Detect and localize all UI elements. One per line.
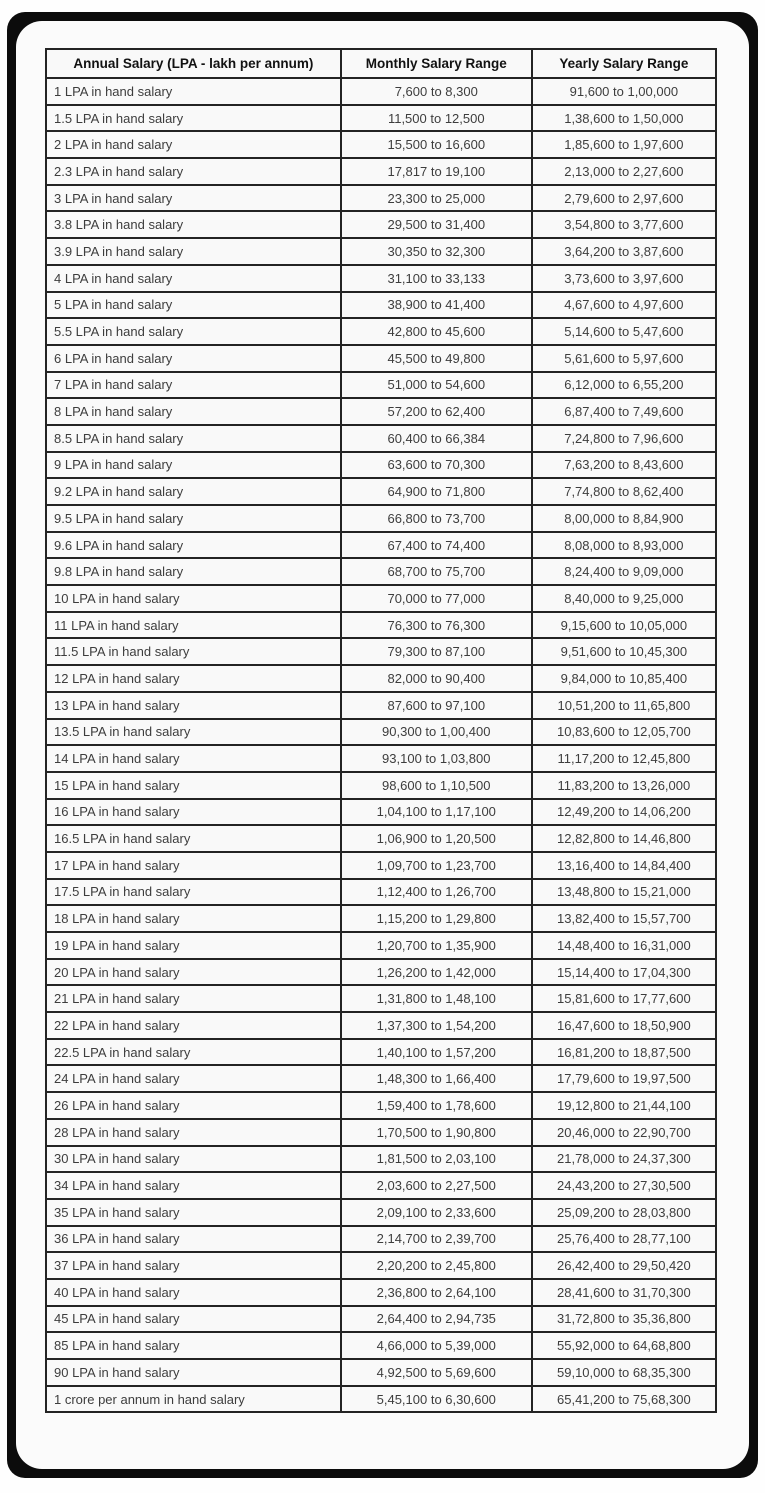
cell-annual-salary: 13.5 LPA in hand salary bbox=[46, 719, 341, 746]
cell-monthly-range: 42,800 to 45,600 bbox=[341, 318, 532, 345]
cell-annual-salary: 1.5 LPA in hand salary bbox=[46, 105, 341, 132]
cell-yearly-range: 11,17,200 to 12,45,800 bbox=[532, 745, 716, 772]
table-row bbox=[46, 532, 716, 559]
cell-yearly-range: 4,67,600 to 4,97,600 bbox=[532, 292, 716, 319]
table-row bbox=[46, 1359, 716, 1386]
cell-annual-salary: 16 LPA in hand salary bbox=[46, 799, 341, 826]
table-row bbox=[46, 1386, 716, 1413]
table-row bbox=[46, 131, 716, 158]
cell-yearly-range: 7,24,800 to 7,96,600 bbox=[532, 425, 716, 452]
cell-annual-salary: 36 LPA in hand salary bbox=[46, 1226, 341, 1253]
cell-yearly-range: 28,41,600 to 31,70,300 bbox=[532, 1279, 716, 1306]
table-row bbox=[46, 1119, 716, 1146]
cell-yearly-range: 12,82,800 to 14,46,800 bbox=[532, 825, 716, 852]
cell-monthly-range: 4,66,000 to 5,39,000 bbox=[341, 1332, 532, 1359]
table-row bbox=[46, 799, 716, 826]
cell-annual-salary: 34 LPA in hand salary bbox=[46, 1172, 341, 1199]
cell-monthly-range: 11,500 to 12,500 bbox=[341, 105, 532, 132]
cell-monthly-range: 68,700 to 75,700 bbox=[341, 558, 532, 585]
cell-yearly-range: 7,74,800 to 8,62,400 bbox=[532, 478, 716, 505]
table-row bbox=[46, 585, 716, 612]
cell-monthly-range: 51,000 to 54,600 bbox=[341, 372, 532, 399]
cell-yearly-range: 3,73,600 to 3,97,600 bbox=[532, 265, 716, 292]
cell-yearly-range: 20,46,000 to 22,90,700 bbox=[532, 1119, 716, 1146]
cell-monthly-range: 2,09,100 to 2,33,600 bbox=[341, 1199, 532, 1226]
table-row bbox=[46, 1146, 716, 1173]
cell-yearly-range: 3,64,200 to 3,87,600 bbox=[532, 238, 716, 265]
cell-yearly-range: 9,84,000 to 10,85,400 bbox=[532, 665, 716, 692]
cell-yearly-range: 11,83,200 to 13,26,000 bbox=[532, 772, 716, 799]
table-row bbox=[46, 1039, 716, 1066]
cell-annual-salary: 40 LPA in hand salary bbox=[46, 1279, 341, 1306]
cell-monthly-range: 1,40,100 to 1,57,200 bbox=[341, 1039, 532, 1066]
cell-yearly-range: 8,00,000 to 8,84,900 bbox=[532, 505, 716, 532]
cell-monthly-range: 1,12,400 to 1,26,700 bbox=[341, 879, 532, 906]
cell-yearly-range: 5,61,600 to 5,97,600 bbox=[532, 345, 716, 372]
cell-yearly-range: 6,87,400 to 7,49,600 bbox=[532, 398, 716, 425]
cell-annual-salary: 14 LPA in hand salary bbox=[46, 745, 341, 772]
cell-annual-salary: 3.8 LPA in hand salary bbox=[46, 211, 341, 238]
cell-yearly-range: 17,79,600 to 19,97,500 bbox=[532, 1065, 716, 1092]
cell-monthly-range: 17,817 to 19,100 bbox=[341, 158, 532, 185]
cell-annual-salary: 21 LPA in hand salary bbox=[46, 985, 341, 1012]
table-row bbox=[46, 985, 716, 1012]
table-row bbox=[46, 772, 716, 799]
cell-monthly-range: 57,200 to 62,400 bbox=[341, 398, 532, 425]
cell-monthly-range: 2,03,600 to 2,27,500 bbox=[341, 1172, 532, 1199]
cell-annual-salary: 4 LPA in hand salary bbox=[46, 265, 341, 292]
cell-monthly-range: 98,600 to 1,10,500 bbox=[341, 772, 532, 799]
cell-yearly-range: 16,81,200 to 18,87,500 bbox=[532, 1039, 716, 1066]
table-row bbox=[46, 1332, 716, 1359]
cell-annual-salary: 5 LPA in hand salary bbox=[46, 292, 341, 319]
cell-yearly-range: 21,78,000 to 24,37,300 bbox=[532, 1146, 716, 1173]
cell-monthly-range: 15,500 to 16,600 bbox=[341, 131, 532, 158]
table-row bbox=[46, 1306, 716, 1333]
cell-monthly-range: 76,300 to 76,300 bbox=[341, 612, 532, 639]
table-row bbox=[46, 398, 716, 425]
table-row bbox=[46, 211, 716, 238]
cell-annual-salary: 16.5 LPA in hand salary bbox=[46, 825, 341, 852]
cell-annual-salary: 90 LPA in hand salary bbox=[46, 1359, 341, 1386]
cell-yearly-range: 9,51,600 to 10,45,300 bbox=[532, 638, 716, 665]
table-row bbox=[46, 505, 716, 532]
table-row bbox=[46, 665, 716, 692]
cell-annual-salary: 1 crore per annum in hand salary bbox=[46, 1386, 341, 1413]
header-monthly-salary-range: Monthly Salary Range bbox=[341, 49, 532, 78]
cell-monthly-range: 1,70,500 to 1,90,800 bbox=[341, 1119, 532, 1146]
cell-monthly-range: 1,37,300 to 1,54,200 bbox=[341, 1012, 532, 1039]
table-row bbox=[46, 719, 716, 746]
cell-yearly-range: 1,38,600 to 1,50,000 bbox=[532, 105, 716, 132]
cell-annual-salary: 28 LPA in hand salary bbox=[46, 1119, 341, 1146]
cell-monthly-range: 31,100 to 33,133 bbox=[341, 265, 532, 292]
cell-yearly-range: 15,81,600 to 17,77,600 bbox=[532, 985, 716, 1012]
cell-monthly-range: 23,300 to 25,000 bbox=[341, 185, 532, 212]
cell-annual-salary: 26 LPA in hand salary bbox=[46, 1092, 341, 1119]
cell-yearly-range: 59,10,000 to 68,35,300 bbox=[532, 1359, 716, 1386]
cell-monthly-range: 70,000 to 77,000 bbox=[341, 585, 532, 612]
cell-monthly-range: 1,20,700 to 1,35,900 bbox=[341, 932, 532, 959]
table-row bbox=[46, 825, 716, 852]
cell-yearly-range: 2,13,000 to 2,27,600 bbox=[532, 158, 716, 185]
table-body bbox=[46, 78, 716, 1412]
cell-yearly-range: 2,79,600 to 2,97,600 bbox=[532, 185, 716, 212]
cell-annual-salary: 9.5 LPA in hand salary bbox=[46, 505, 341, 532]
cell-annual-salary: 9.8 LPA in hand salary bbox=[46, 558, 341, 585]
table-row bbox=[46, 478, 716, 505]
table-row bbox=[46, 612, 716, 639]
cell-annual-salary: 9 LPA in hand salary bbox=[46, 452, 341, 479]
table-row bbox=[46, 879, 716, 906]
cell-yearly-range: 13,82,400 to 15,57,700 bbox=[532, 905, 716, 932]
table-row bbox=[46, 345, 716, 372]
cell-monthly-range: 45,500 to 49,800 bbox=[341, 345, 532, 372]
table-row bbox=[46, 185, 716, 212]
cell-annual-salary: 11 LPA in hand salary bbox=[46, 612, 341, 639]
table-row bbox=[46, 292, 716, 319]
cell-monthly-range: 30,350 to 32,300 bbox=[341, 238, 532, 265]
cell-monthly-range: 5,45,100 to 6,30,600 bbox=[341, 1386, 532, 1413]
table-row bbox=[46, 318, 716, 345]
cell-yearly-range: 12,49,200 to 14,06,200 bbox=[532, 799, 716, 826]
cell-annual-salary: 30 LPA in hand salary bbox=[46, 1146, 341, 1173]
cell-monthly-range: 1,09,700 to 1,23,700 bbox=[341, 852, 532, 879]
cell-monthly-range: 2,20,200 to 2,45,800 bbox=[341, 1252, 532, 1279]
cell-monthly-range: 1,31,800 to 1,48,100 bbox=[341, 985, 532, 1012]
cell-annual-salary: 18 LPA in hand salary bbox=[46, 905, 341, 932]
cell-annual-salary: 8 LPA in hand salary bbox=[46, 398, 341, 425]
cell-yearly-range: 8,08,000 to 8,93,000 bbox=[532, 532, 716, 559]
cell-monthly-range: 1,04,100 to 1,17,100 bbox=[341, 799, 532, 826]
cell-annual-salary: 8.5 LPA in hand salary bbox=[46, 425, 341, 452]
table-row bbox=[46, 105, 716, 132]
card-frame bbox=[7, 12, 758, 1478]
cell-annual-salary: 6 LPA in hand salary bbox=[46, 345, 341, 372]
cell-monthly-range: 1,48,300 to 1,66,400 bbox=[341, 1065, 532, 1092]
table-row bbox=[46, 692, 716, 719]
cell-annual-salary: 24 LPA in hand salary bbox=[46, 1065, 341, 1092]
table-row bbox=[46, 425, 716, 452]
cell-monthly-range: 1,81,500 to 2,03,100 bbox=[341, 1146, 532, 1173]
cell-monthly-range: 87,600 to 97,100 bbox=[341, 692, 532, 719]
cell-annual-salary: 2 LPA in hand salary bbox=[46, 131, 341, 158]
cell-yearly-range: 10,51,200 to 11,65,800 bbox=[532, 692, 716, 719]
cell-yearly-range: 9,15,600 to 10,05,000 bbox=[532, 612, 716, 639]
cell-annual-salary: 9.2 LPA in hand salary bbox=[46, 478, 341, 505]
cell-annual-salary: 2.3 LPA in hand salary bbox=[46, 158, 341, 185]
cell-monthly-range: 1,15,200 to 1,29,800 bbox=[341, 905, 532, 932]
cell-annual-salary: 11.5 LPA in hand salary bbox=[46, 638, 341, 665]
table-header bbox=[46, 49, 716, 78]
cell-annual-salary: 85 LPA in hand salary bbox=[46, 1332, 341, 1359]
cell-monthly-range: 1,06,900 to 1,20,500 bbox=[341, 825, 532, 852]
table-row bbox=[46, 638, 716, 665]
cell-annual-salary: 10 LPA in hand salary bbox=[46, 585, 341, 612]
table-row bbox=[46, 1226, 716, 1253]
cell-monthly-range: 63,600 to 70,300 bbox=[341, 452, 532, 479]
cell-yearly-range: 8,24,400 to 9,09,000 bbox=[532, 558, 716, 585]
header-yearly-salary-range: Yearly Salary Range bbox=[532, 49, 716, 78]
cell-monthly-range: 2,64,400 to 2,94,735 bbox=[341, 1306, 532, 1333]
table-row bbox=[46, 452, 716, 479]
cell-yearly-range: 14,48,400 to 16,31,000 bbox=[532, 932, 716, 959]
cell-yearly-range: 55,92,000 to 64,68,800 bbox=[532, 1332, 716, 1359]
header-annual-salary: Annual Salary (LPA - lakh per annum) bbox=[46, 49, 341, 78]
cell-monthly-range: 7,600 to 8,300 bbox=[341, 78, 532, 105]
salary-table bbox=[45, 48, 717, 1413]
cell-monthly-range: 60,400 to 66,384 bbox=[341, 425, 532, 452]
cell-monthly-range: 67,400 to 74,400 bbox=[341, 532, 532, 559]
cell-yearly-range: 25,09,200 to 28,03,800 bbox=[532, 1199, 716, 1226]
table-row bbox=[46, 905, 716, 932]
table-row bbox=[46, 238, 716, 265]
cell-monthly-range: 38,900 to 41,400 bbox=[341, 292, 532, 319]
cell-yearly-range: 15,14,400 to 17,04,300 bbox=[532, 959, 716, 986]
cell-annual-salary: 3.9 LPA in hand salary bbox=[46, 238, 341, 265]
cell-monthly-range: 29,500 to 31,400 bbox=[341, 211, 532, 238]
table-row bbox=[46, 1092, 716, 1119]
cell-monthly-range: 1,26,200 to 1,42,000 bbox=[341, 959, 532, 986]
cell-annual-salary: 17.5 LPA in hand salary bbox=[46, 879, 341, 906]
cell-monthly-range: 2,36,800 to 2,64,100 bbox=[341, 1279, 532, 1306]
cell-annual-salary: 15 LPA in hand salary bbox=[46, 772, 341, 799]
table-row bbox=[46, 158, 716, 185]
cell-annual-salary: 22.5 LPA in hand salary bbox=[46, 1039, 341, 1066]
cell-yearly-range: 26,42,400 to 29,50,420 bbox=[532, 1252, 716, 1279]
table-row bbox=[46, 1279, 716, 1306]
cell-monthly-range: 82,000 to 90,400 bbox=[341, 665, 532, 692]
cell-annual-salary: 9.6 LPA in hand salary bbox=[46, 532, 341, 559]
table-row bbox=[46, 745, 716, 772]
table-row bbox=[46, 852, 716, 879]
table-row bbox=[46, 372, 716, 399]
cell-monthly-range: 1,59,400 to 1,78,600 bbox=[341, 1092, 532, 1119]
cell-annual-salary: 22 LPA in hand salary bbox=[46, 1012, 341, 1039]
cell-monthly-range: 79,300 to 87,100 bbox=[341, 638, 532, 665]
cell-annual-salary: 1 LPA in hand salary bbox=[46, 78, 341, 105]
cell-yearly-range: 1,85,600 to 1,97,600 bbox=[532, 131, 716, 158]
cell-monthly-range: 4,92,500 to 5,69,600 bbox=[341, 1359, 532, 1386]
cell-yearly-range: 10,83,600 to 12,05,700 bbox=[532, 719, 716, 746]
cell-annual-salary: 5.5 LPA in hand salary bbox=[46, 318, 341, 345]
cell-annual-salary: 7 LPA in hand salary bbox=[46, 372, 341, 399]
cell-monthly-range: 90,300 to 1,00,400 bbox=[341, 719, 532, 746]
table-row bbox=[46, 265, 716, 292]
cell-annual-salary: 37 LPA in hand salary bbox=[46, 1252, 341, 1279]
card bbox=[16, 21, 749, 1469]
table-row bbox=[46, 1065, 716, 1092]
cell-annual-salary: 13 LPA in hand salary bbox=[46, 692, 341, 719]
table-row bbox=[46, 959, 716, 986]
cell-monthly-range: 64,900 to 71,800 bbox=[341, 478, 532, 505]
cell-yearly-range: 24,43,200 to 27,30,500 bbox=[532, 1172, 716, 1199]
cell-annual-salary: 20 LPA in hand salary bbox=[46, 959, 341, 986]
table-row bbox=[46, 1172, 716, 1199]
table-row bbox=[46, 932, 716, 959]
cell-yearly-range: 65,41,200 to 75,68,300 bbox=[532, 1386, 716, 1413]
cell-annual-salary: 45 LPA in hand salary bbox=[46, 1306, 341, 1333]
cell-yearly-range: 8,40,000 to 9,25,000 bbox=[532, 585, 716, 612]
cell-annual-salary: 19 LPA in hand salary bbox=[46, 932, 341, 959]
cell-yearly-range: 16,47,600 to 18,50,900 bbox=[532, 1012, 716, 1039]
cell-yearly-range: 5,14,600 to 5,47,600 bbox=[532, 318, 716, 345]
table-row bbox=[46, 558, 716, 585]
cell-yearly-range: 3,54,800 to 3,77,600 bbox=[532, 211, 716, 238]
cell-annual-salary: 35 LPA in hand salary bbox=[46, 1199, 341, 1226]
cell-yearly-range: 7,63,200 to 8,43,600 bbox=[532, 452, 716, 479]
table-row bbox=[46, 1012, 716, 1039]
cell-yearly-range: 13,16,400 to 14,84,400 bbox=[532, 852, 716, 879]
cell-yearly-range: 91,600 to 1,00,000 bbox=[532, 78, 716, 105]
cell-yearly-range: 13,48,800 to 15,21,000 bbox=[532, 879, 716, 906]
cell-yearly-range: 25,76,400 to 28,77,100 bbox=[532, 1226, 716, 1253]
cell-yearly-range: 6,12,000 to 6,55,200 bbox=[532, 372, 716, 399]
table-row bbox=[46, 1252, 716, 1279]
table-row bbox=[46, 78, 716, 105]
header-row bbox=[46, 49, 716, 78]
cell-monthly-range: 93,100 to 1,03,800 bbox=[341, 745, 532, 772]
cell-annual-salary: 3 LPA in hand salary bbox=[46, 185, 341, 212]
table-row bbox=[46, 1199, 716, 1226]
cell-annual-salary: 12 LPA in hand salary bbox=[46, 665, 341, 692]
cell-monthly-range: 66,800 to 73,700 bbox=[341, 505, 532, 532]
cell-yearly-range: 19,12,800 to 21,44,100 bbox=[532, 1092, 716, 1119]
cell-annual-salary: 17 LPA in hand salary bbox=[46, 852, 341, 879]
cell-monthly-range: 2,14,700 to 2,39,700 bbox=[341, 1226, 532, 1253]
cell-yearly-range: 31,72,800 to 35,36,800 bbox=[532, 1306, 716, 1333]
